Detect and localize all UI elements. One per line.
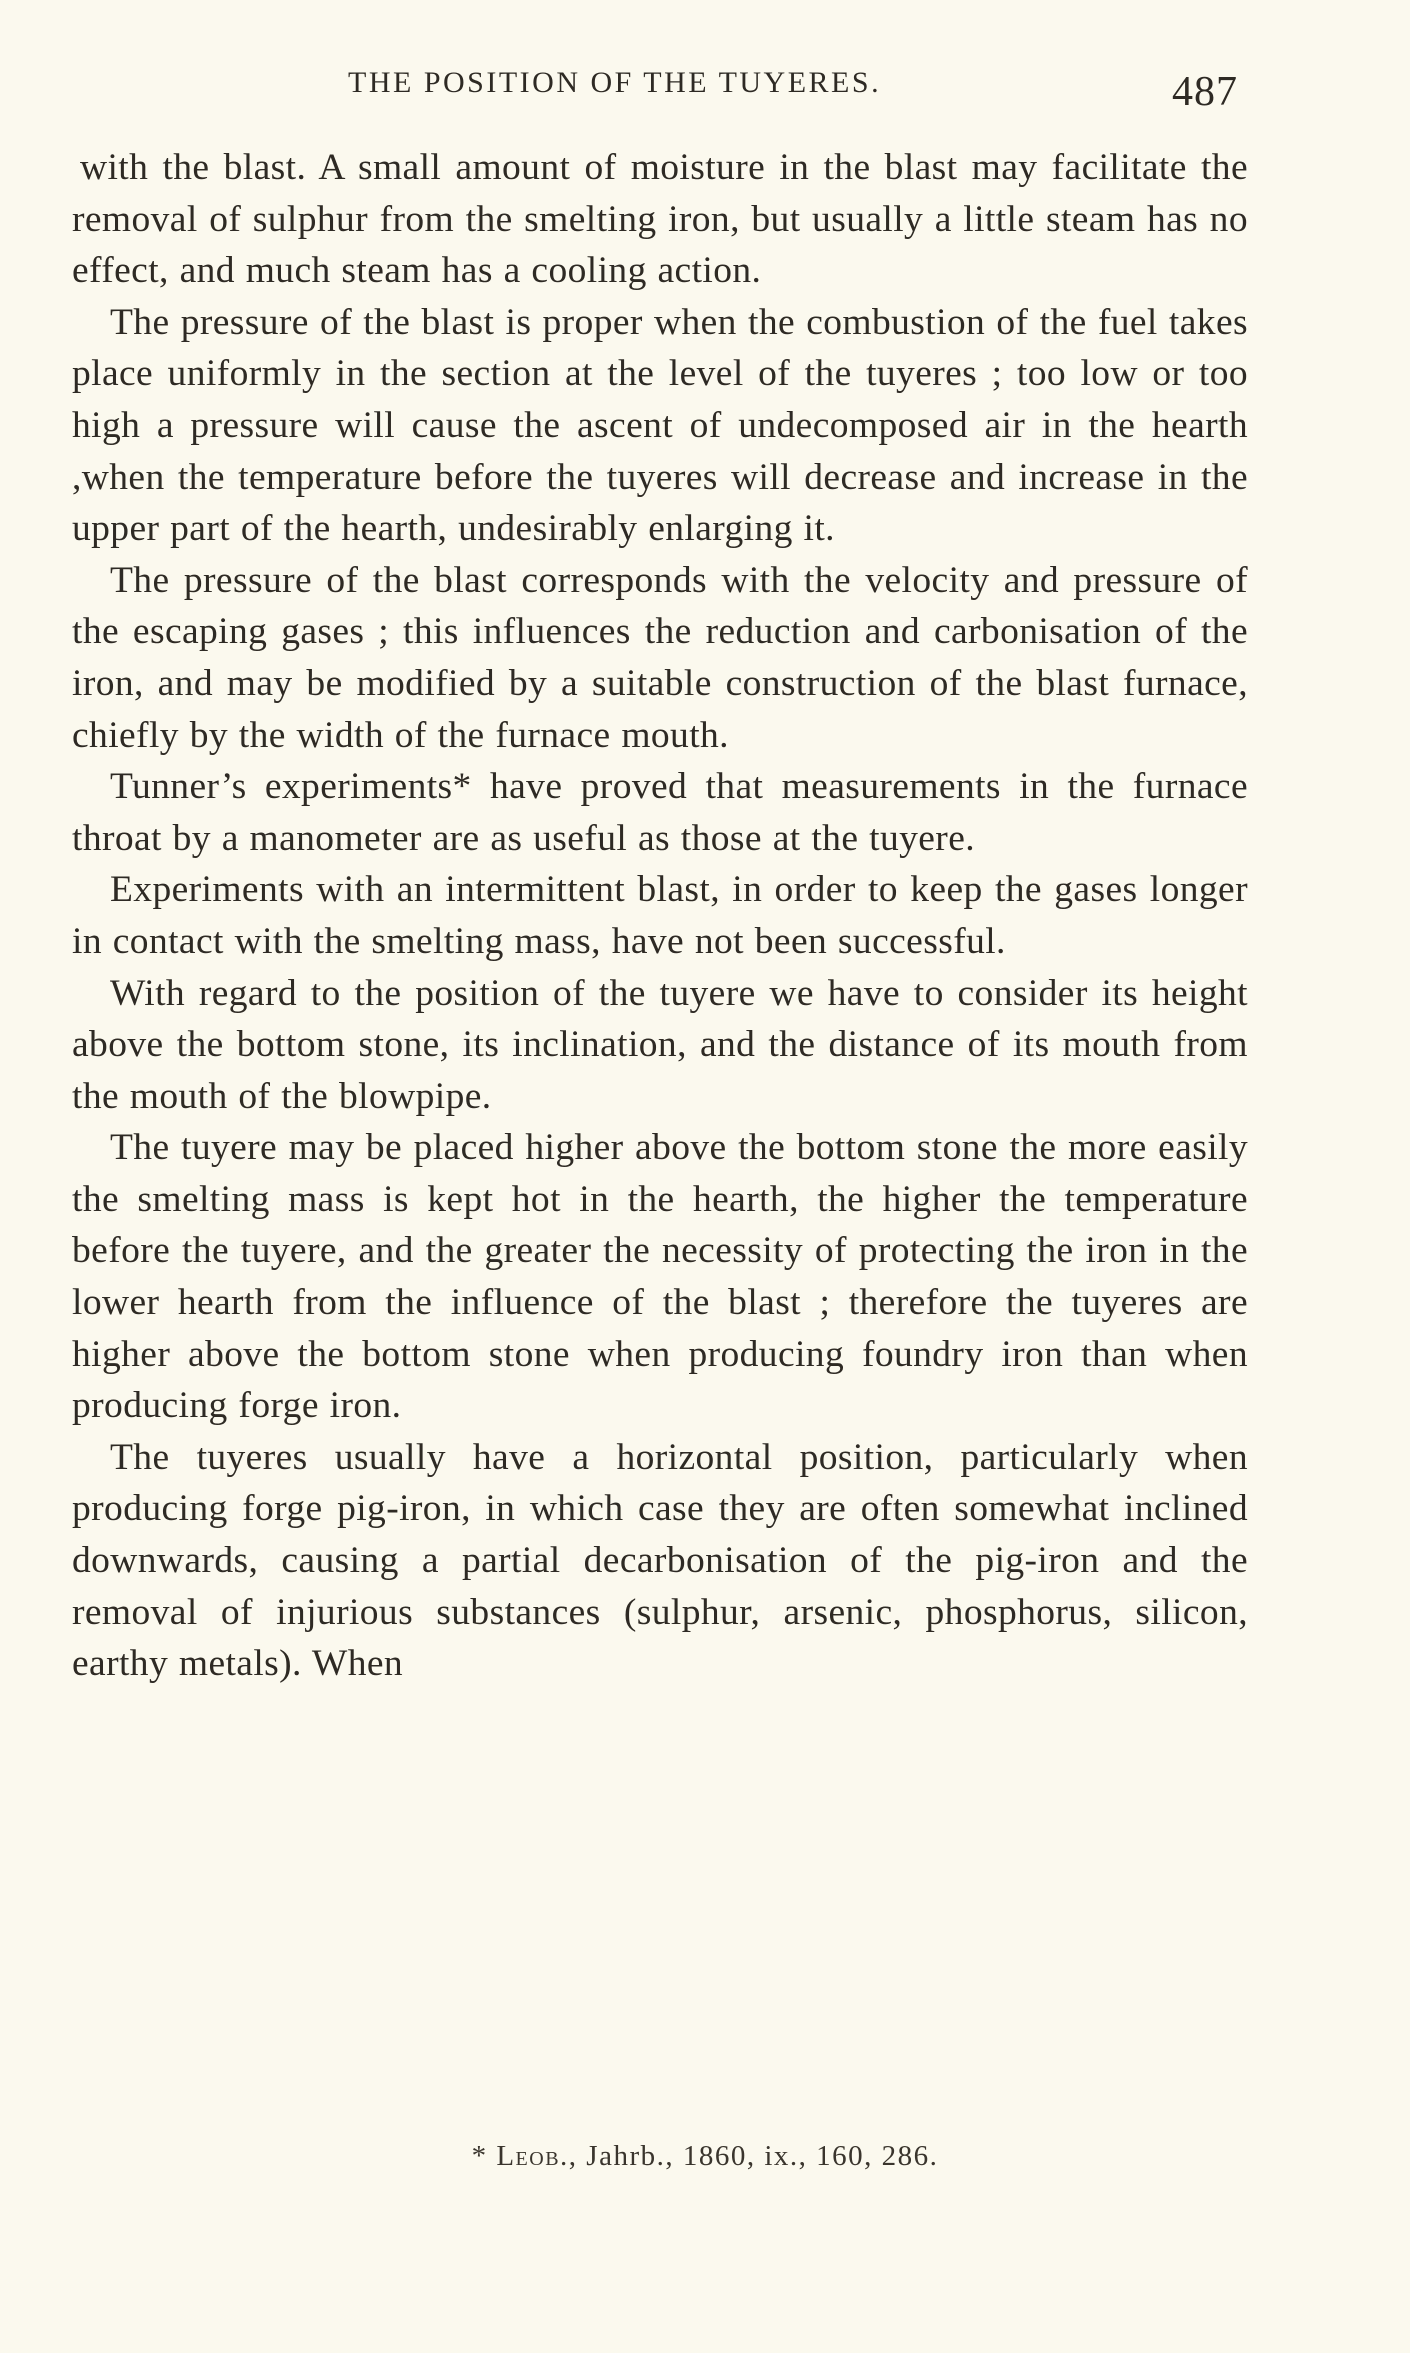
footnote-marker: *: [471, 2140, 488, 2172]
body-text: [72, 142, 1248, 1690]
paragraph-intermittent-blast: Experiments with an intermittent blast, in order to keep the gases longer in contact with the smelting mass, have not been successful.: [72, 869, 1248, 962]
footnote-citation: Jahrb., 1860, ix., 160, 286.: [586, 2140, 939, 2172]
paragraph-tuyere-height: The tuyere may be placed higher above the bottom stone the more easily the smelting mass is kept hot in the hearth, the higher the temperature before the tuyere, and the greater the necessity of protecting the iron in the lower hearth from the influence of the blast ; therefore the tuyeres are higher above the bottom stone when producing foundry iron than when producing forge iron.: [72, 1127, 1248, 1427]
paragraph-blast-pressure: The pressure of the blast is proper when the combustion of the fuel takes place uniformly in the section at the level of the tuyeres ; too low or too high a pressure will cause the ascent of undecomposed air in the hearth ,when the temperature before the tuyeres will decrease and increase in the upper part of the hearth, undesirably enlarging it.: [72, 301, 1248, 550]
footnote: [0, 2140, 1410, 2173]
paragraph-tuyere-position: With regard to the position of the tuyere we have to consider its height above the bottom stone, its inclination, and the distance of its mouth from the mouth of the blowpipe.: [72, 972, 1248, 1117]
running-title: THE POSITION OF THE TUYERES.: [348, 66, 882, 99]
paragraph-moisture: with the blast. A small amount of moisture in the blast may facilitate the removal of sulphur from the smelting iron, but usually a little steam has no effect, and much steam has a cooling action.: [72, 147, 1248, 292]
running-head: [0, 62, 1410, 122]
paragraph-tunner-experiments: Tunner’s experiments* have proved that measurements in the furnace throat by a manometer are as useful as those at the tuyere.: [72, 766, 1248, 859]
footnote-source: Leob.,: [496, 2140, 578, 2172]
page-number: 487: [1172, 69, 1238, 115]
paragraph-horizontal-position: The tuyeres usually have a horizontal position, particularly when producing forge pig-iron, in which case they are often somewhat inclined downwards, causing a partial decarbonisation of the pig-iron and the removal of injurious substances (sulphur, arsenic, phosphorus, silicon, earthy metals). When: [72, 1436, 1248, 1685]
paragraph-escaping-gases: The pressure of the blast corresponds with the velocity and pressure of the escaping gases ; this influences the reduction and carbonisation of the iron, and may be modified by a suitable construction of the blast furnace, chiefly by the width of the furnace mouth.: [72, 559, 1248, 756]
